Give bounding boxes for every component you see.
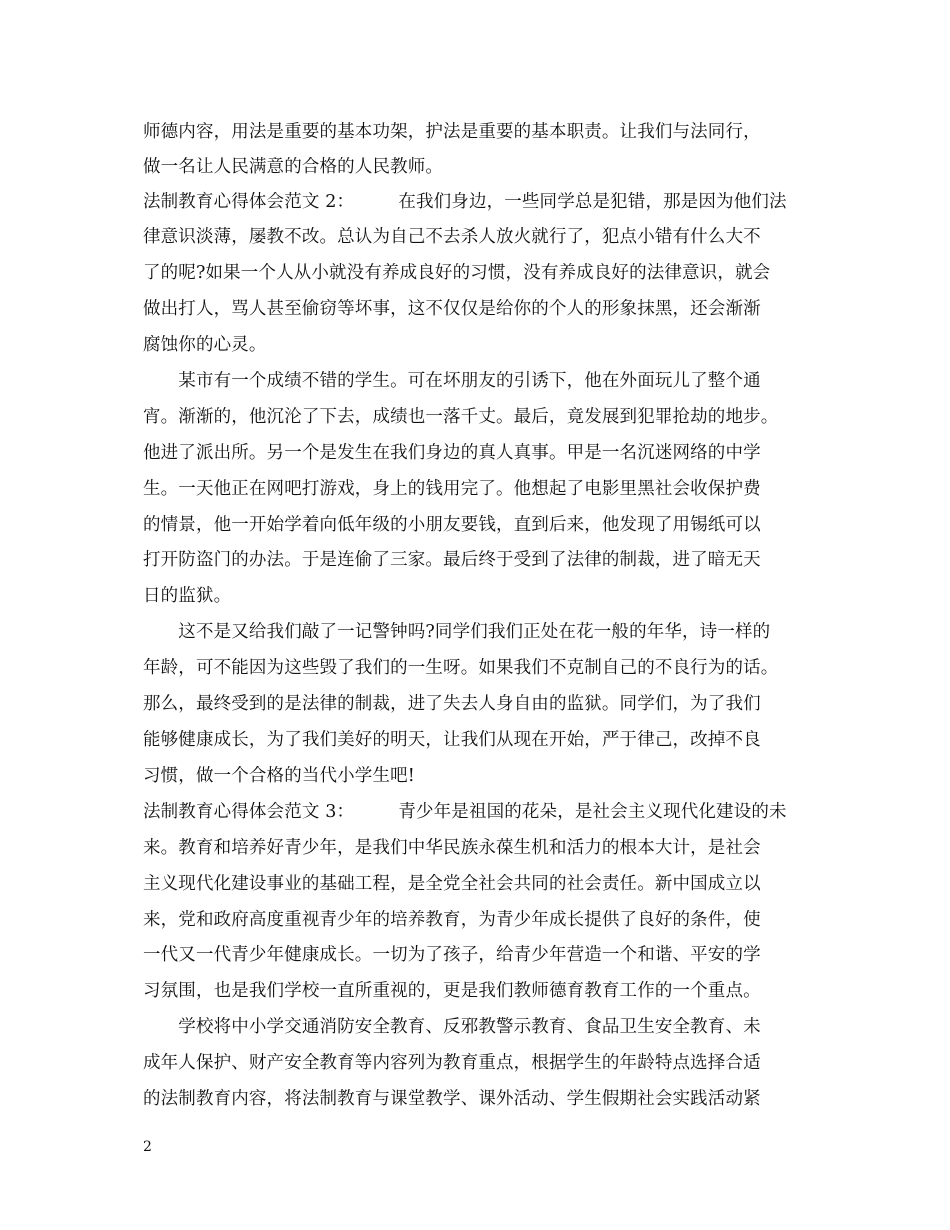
text-line: 宵。渐渐的，他沉沦了下去，成绩也一落千丈。最后，竟发展到犯罪抢劫的地步。: [143, 407, 779, 427]
text-line: 这不是又给我们敲了一记警钟吗?同学们我们正处在花一般的年华，诗一样的: [143, 622, 771, 642]
text-line: 学校将中小学交通消防安全教育、反邪教警示教育、食品卫生安全教育、未: [143, 1017, 761, 1037]
text-line: 某市有一个成绩不错的学生。可在坏朋友的引诱下，他在外面玩儿了整个通: [143, 371, 761, 391]
text-line: 律意识淡薄，屡教不改。总认为自己不去杀人放火就行了，犯点小错有什么大不: [143, 227, 761, 247]
text-line: 了的呢?如果一个人从小就没有养成良好的习惯，没有养成良好的法律意识，就会: [143, 263, 771, 283]
text-line: 的情景，他一开始学着向低年级的小朋友要钱，直到后来，他发现了用锡纸可以: [143, 515, 761, 535]
text-line: 做一名让人民满意的合格的人民教师。: [143, 157, 444, 177]
text-line: 打开防盗门的办法。于是连偷了三家。最后终于受到了法律的制裁，进了暗无天: [143, 550, 761, 570]
text-line: 法制教育心得体会范文 3： 青少年是祖国的花朵，是社会主义现代化建设的未: [143, 802, 787, 822]
page-number: 2: [143, 1139, 152, 1155]
text-line: 腐蚀你的心灵。: [143, 335, 267, 355]
text-line: 主义现代化建设事业的基础工程，是全党全社会共同的社会责任。新中国成立以: [143, 874, 761, 894]
text-line: 成年人保护、财产安全教育等内容列为教育重点，根据学生的年龄特点选择合适: [143, 1053, 761, 1073]
text-line: 来，党和政府高度重视青少年的培养教育，为青少年成长提供了良好的条件，使: [143, 910, 761, 930]
text-line: 的法制教育内容，将法制教育与课堂教学、课外活动、学生假期社会实践活动紧: [143, 1089, 761, 1109]
text-line: 年龄，可不能因为这些毁了我们的一生呀。如果我们不克制自己的不良行为的话。: [143, 658, 779, 678]
text-line: 那么，最终受到的是法律的制裁，进了失去人身自由的监狱。同学们，为了我们: [143, 694, 761, 714]
text-line: 生。一天他正在网吧打游戏，身上的钱用完了。他想起了电影里黑社会收保护费: [143, 479, 761, 499]
text-line: 能够健康成长，为了我们美好的明天，让我们从现在开始，严于律己，改掉不良: [143, 730, 761, 750]
text-line: 习惯，做一个合格的当代小学生吧!: [143, 766, 415, 786]
text-line: 法制教育心得体会范文 2： 在我们身边，一些同学总是犯错，那是因为他们法: [143, 192, 787, 212]
text-line: 他进了派出所。另一个是发生在我们身边的真人真事。甲是一名沉迷网络的中学: [143, 443, 761, 463]
text-line: 日的监狱。: [143, 586, 232, 606]
text-line: 来。教育和培养好青少年，是我们中华民族永葆生机和活力的根本大计，是社会: [143, 838, 761, 858]
text-line: 师德内容，用法是重要的基本功架，护法是重要的基本职责。让我们与法同行，: [143, 122, 761, 142]
text-line: 做出打人，骂人甚至偷窃等坏事，这不仅仅是给你的个人的形象抹黑，还会渐渐: [143, 299, 761, 319]
text-line: 一代又一代青少年健康成长。一切为了孩子，给青少年营造一个和谐、平安的学: [143, 945, 761, 965]
text-line: 习氛围，也是我们学校一直所重视的，更是我们教师德育教育工作的一个重点。: [143, 981, 761, 1001]
